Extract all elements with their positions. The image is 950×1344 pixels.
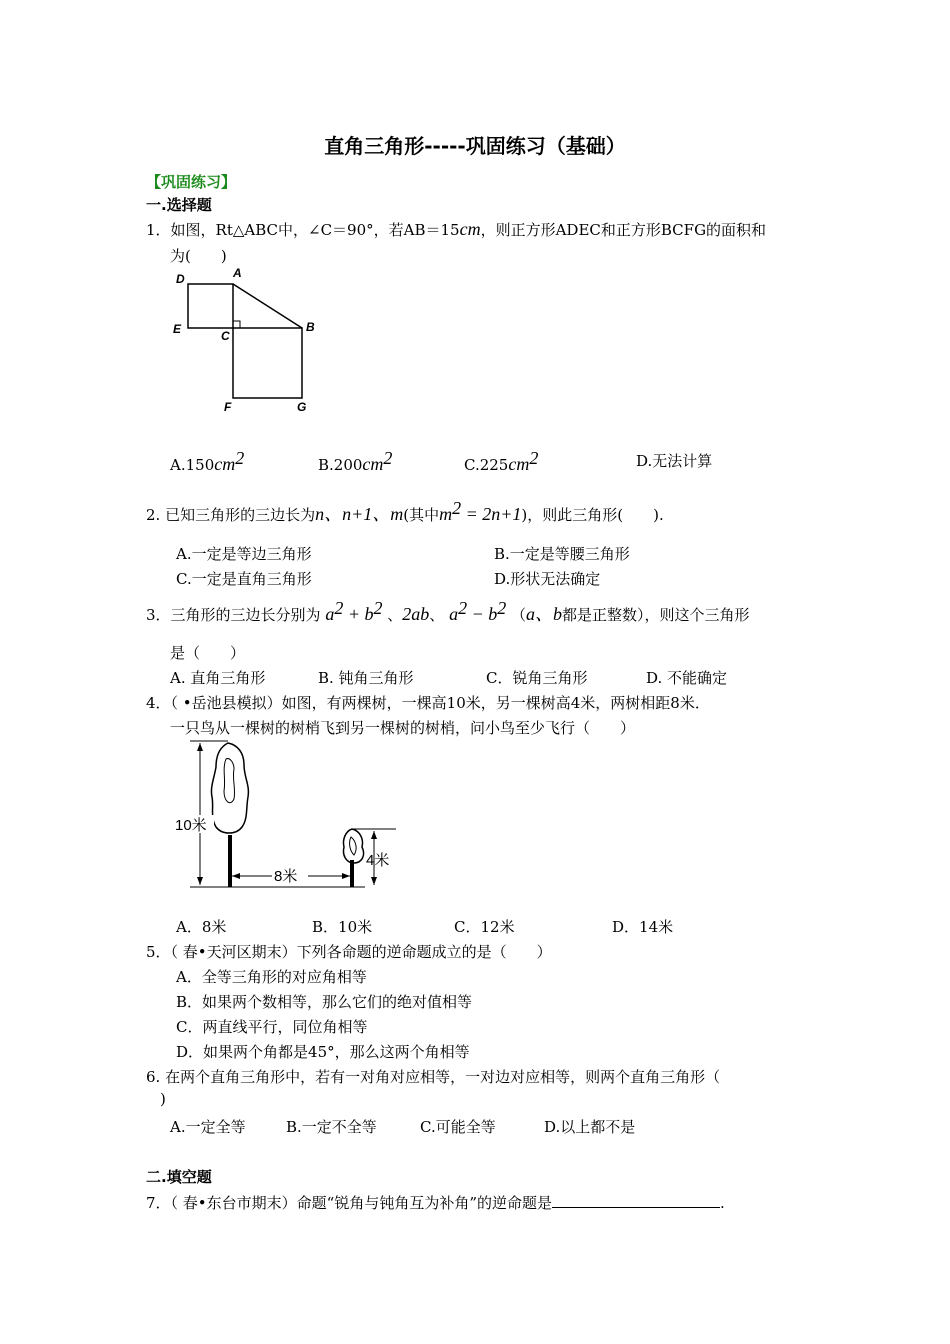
q3-line1: 3．三角形的三边长分别为 $a^2 + b^2$ 、2ab、 $a^2 - b^2$ （a、b都是正整数），则这个三角形 [146, 598, 750, 624]
q6-option-b: B.一定不全等 [286, 1118, 377, 1136]
q1-line1 [146, 219, 766, 240]
q4-line2: 一只鸟从一棵树的树梢飞到另一棵树的树梢，问小鸟至少飞行（ ） [170, 719, 636, 737]
q3-option-d: D. 不能确定 [646, 669, 728, 687]
q5-option-a: A．全等三角形的对应角相等 [176, 968, 367, 986]
distance-label: 8米 [274, 868, 298, 885]
q2-option-a: A.一定是等边三角形 [176, 545, 312, 563]
label-a: A [233, 266, 242, 280]
tall-height-label: 10米 [175, 817, 207, 834]
q2-option-c: C.一定是直角三角形 [176, 570, 312, 588]
q5-line1: 5．（ 春•天河区期末）下列各命题的逆命题成立的是（ ） [146, 943, 552, 961]
square-adec [188, 284, 233, 328]
q1-option-a: $A.150cm^2$ [170, 448, 245, 474]
q6-option-a: A.一定全等 [170, 1118, 246, 1136]
q4-figure [170, 735, 410, 895]
label-f: F [224, 400, 232, 414]
q1-figure [170, 265, 320, 420]
square-bcfg [233, 328, 302, 398]
q4-option-d: D．14米 [612, 918, 674, 936]
q6-line2: ) [160, 1090, 166, 1108]
tall-tree-inner [224, 759, 235, 803]
q2-option-b: B.一定是等腰三角形 [494, 545, 630, 563]
short-tree-crown [343, 829, 363, 863]
q2-option-d: D.形状无法确定 [494, 570, 601, 588]
q4-option-a: A．8米 [176, 918, 227, 936]
short-dim-arrow-up [371, 831, 377, 839]
q3-option-b: B. 钝角三角形 [318, 669, 414, 687]
q1-option-b: $B.200cm^2$ [318, 448, 393, 474]
label-b: B [306, 320, 315, 334]
short-dim-arrow-down [371, 877, 377, 885]
distance-arrow-right [342, 873, 350, 879]
tall-tree-crown [211, 743, 248, 833]
q1-line2: 为( ) [170, 247, 227, 265]
label-g: G [297, 400, 307, 414]
tall-dim-arrow-down [197, 877, 203, 885]
short-tree-inner [350, 837, 357, 855]
q1-unit: cm [459, 219, 481, 239]
label-c: C [221, 329, 230, 343]
q6-option-d: D.以上都不是 [544, 1118, 636, 1136]
right-angle-mark [233, 321, 240, 328]
q1-text-b: ，则正方形ADEC和正方形BCFG的面积和 [480, 221, 767, 239]
label-e: E [173, 322, 182, 336]
short-height-label: 4米 [366, 852, 390, 869]
q6-option-c: C.可能全等 [420, 1118, 496, 1136]
q7-answer-blank[interactable] [552, 1193, 720, 1208]
part1-heading: 一.选择题 [146, 196, 212, 214]
q3-option-c: C．锐角三角形 [486, 669, 588, 687]
q6-line1: 6. 在两个直角三角形中，若有一对角对应相等，一对边对应相等，则两个直角三角形（ [146, 1068, 721, 1086]
label-d: D [176, 272, 185, 286]
q2-line1: 2. 已知三角形的三边长为n、n+1、m(其中$m^2 = 2n+1$)，则此三角形( ). [146, 498, 664, 524]
q5-option-b: B．如果两个数相等，那么它们的绝对值相等 [176, 993, 473, 1011]
section-label: 【巩固练习】 [146, 173, 237, 191]
q7-line1: 7．（ 春•东台市期末）命题“锐角与钝角互为补角”的逆命题是 . [146, 1194, 725, 1212]
tall-dim-arrow-up [197, 743, 203, 751]
distance-arrow-left [232, 873, 240, 879]
q5-option-c: C．两直线平行，同位角相等 [176, 1018, 368, 1036]
page-title: 直角三角形-----巩固练习（基础） [324, 134, 626, 158]
q1-option-c: $C.225cm^2$ [464, 448, 539, 474]
q3-line2: 是（ ） [170, 644, 246, 662]
q1-text-a: 1．如图，Rt△ABC中，∠C＝90°，若AB＝15 [146, 221, 460, 239]
q4-line1: 4．（ •岳池县模拟）如图，有两棵树，一棵高10米，另一棵树高4米，两树相距8米． [146, 694, 710, 712]
q4-option-b: B．10米 [312, 918, 373, 936]
q4-option-c: C．12米 [454, 918, 515, 936]
q1-option-d: D.无法计算 [636, 452, 713, 470]
q3-option-a: A. 直角三角形 [170, 669, 266, 687]
hypotenuse-ab [233, 284, 302, 328]
part2-heading: 二.填空题 [146, 1168, 212, 1186]
q5-option-d: D．如果两个角都是45°，那么这两个角相等 [176, 1043, 470, 1061]
